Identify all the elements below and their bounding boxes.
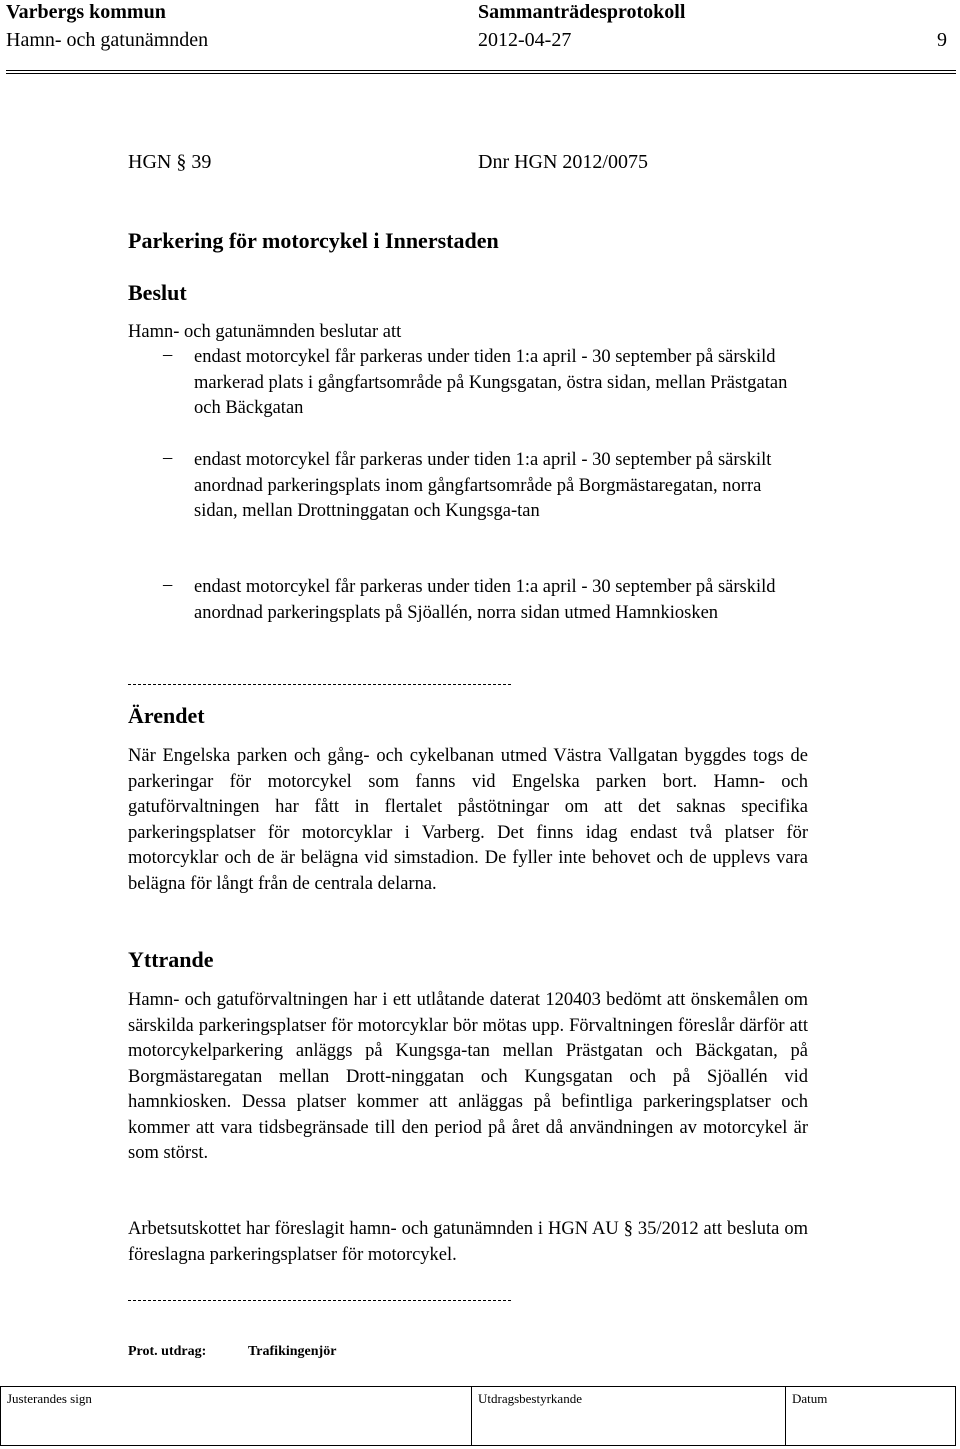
bullet-1: – <box>163 345 173 365</box>
org-name: Varbergs kommun <box>6 1 166 23</box>
beslut-item-2: endast motorcykel får parkeras under tiden 1:a april - 30 september på särskilt anordnad parkeringsplats inom gångfartsområde på Borgmästaregatan, norra sidan, mellan Drottninggatan och Kungsga-tan <box>194 450 772 521</box>
header-rule-2 <box>6 73 956 74</box>
bullet-2: – <box>163 448 173 468</box>
case-title: Parkering för motorcykel i Innerstaden <box>128 228 499 253</box>
footer-sign-label: Justerandes sign <box>7 1391 92 1406</box>
page-number: 9 <box>937 29 947 51</box>
committee-name: Hamn- och gatunämnden <box>6 29 209 51</box>
beslut-item-3: endast motorcykel får parkeras under tiden 1:a april - 30 september på särskild anordnad parkeringsplats på Sjöallén, norra sidan utmed Hamnkiosken <box>194 577 776 623</box>
beslut-item-1: endast motorcykel får parkeras under tiden 1:a april - 30 september på särskild markerad plats i gångfartsområde på Kungsgatan, östra sidan, mellan Prästgatan och Bäckgatan <box>194 347 788 418</box>
yttrande-heading: Yttrande <box>128 947 214 972</box>
bullet-3: – <box>163 575 173 595</box>
section-divider-2 <box>128 1300 511 1301</box>
doc-type: Sammanträdesprotokoll <box>478 1 686 23</box>
case-dnr: Dnr HGN 2012/0075 <box>478 151 648 173</box>
header-rule <box>6 70 956 71</box>
arendet-text: När Engelska parken och gång- och cykelbanan utmed Västra Vallgatan byggdes togs de parkeringar för motorcykel som fanns vid Engelska parken bort. Hamn- och gatuförvaltningen har fått in flertalet påstötningar om att det saknas specifika parkeringsplatser för motorcyklar i Varberg. Det finns idag endast två platser för motorcyklar och de är belägna vid simstadion. De fyller inte behovet och de upplevs vara belägna för långt från de centrala delarna. <box>128 746 808 894</box>
section-divider <box>128 684 511 685</box>
footer-signature-box <box>0 1386 956 1446</box>
meeting-date: 2012-04-27 <box>478 29 572 51</box>
prot-value: Trafikingenjör <box>248 1344 337 1359</box>
prot-label: Prot. utdrag: <box>128 1344 207 1359</box>
beslut-heading: Beslut <box>128 280 187 305</box>
footer-utdrag-label: Utdragsbestyrkande <box>478 1391 582 1406</box>
yttrande-text-1: Hamn- och gatuförvaltningen har i ett utlåtande daterat 120403 bedömt att önskemålen om särskilda parkeringsplatser för motorcyklar bör mötas upp. Förvaltningen föreslår därför att motorcykelparkering anläggs på Kungsga-tan mellan Prästgatan och Bäckgatan, på Borgmästaregatan mellan Drott-ninggatan och Kungsgatan och på Sjöallén vid hamnkiosken. Dessa platser kommer att anläggas på befintliga parkeringsplatser och kommer att vara tidsbegränsade till den period på året då användningen av motorcykel är som störst. <box>128 990 808 1163</box>
footer-cell-utdrag <box>472 1387 786 1445</box>
footer-cell-datum <box>786 1387 955 1445</box>
footer-datum-label: Datum <box>792 1391 828 1406</box>
yttrande-text-2: Arbetsutskottet har föreslagit hamn- och gatunämnden i HGN AU § 35/2012 att besluta om föreslagna parkeringsplatser för motorcykel. <box>128 1219 808 1265</box>
arendet-heading: Ärendet <box>128 703 205 728</box>
footer-cell-sign <box>1 1387 472 1445</box>
case-id: HGN § 39 <box>128 151 212 173</box>
beslut-intro: Hamn- och gatunämnden beslutar att <box>128 322 402 342</box>
